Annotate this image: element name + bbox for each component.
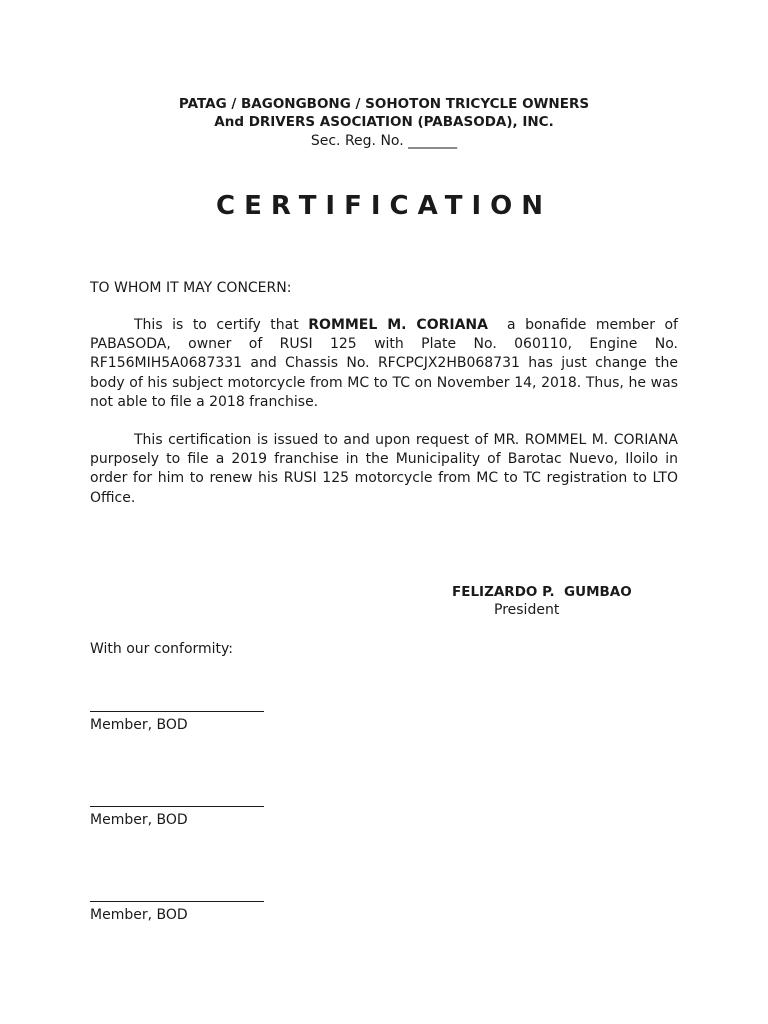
signatory-name: FELIZARDO P. GUMBAO [452, 584, 632, 600]
association-name-line-2: And DRIVERS ASOCIATION (PABASODA), INC. [214, 114, 554, 130]
certification-paragraph-2: This certification is issued to and upon request of MR. ROMMEL M. CORIANA purposely to file a 2019 franchise in the Municipality of Barotac Nuevo, Iloilo in order for him to renew his RUSI 125 motorcycle from MC to TC registration to LTO Office. [90, 432, 678, 506]
member-bod-label: Member, BOD [90, 717, 188, 733]
salutation: TO WHOM IT MAY CONCERN: [90, 280, 292, 296]
association-name-line-1: PATAG / BAGONGBONG / SOHOTON TRICYCLE OWNERS [178, 96, 590, 112]
paragraph-1-lead: This is to certify that [134, 317, 309, 333]
signature-line [90, 806, 264, 807]
conformity-label: With our conformity: [90, 641, 234, 657]
certification-paragraph-1 [90, 316, 683, 412]
member-name: ROMMEL M. CORIANA [308, 317, 488, 333]
document-title: CERTIFICATION [216, 191, 552, 221]
paragraph-1-body: a bonafide member of PABASODA, owner of RUSI 125 with Plate No. 060110, Engine No. RF156MIH5A0687331 and Chassis No. RFCPCJX2HB068731 has just change the body of his subject motorcycle from MC to TC on November 14, 2018. Thus, he was not able to file a 2018 franchise. [90, 317, 683, 410]
signatory-title: President [494, 602, 560, 618]
member-bod-label: Member, BOD [90, 907, 188, 923]
sec-reg-number: Sec. Reg. No. _______ [310, 133, 458, 149]
signature-line [90, 901, 264, 902]
member-bod-label: Member, BOD [90, 812, 188, 828]
signature-line [90, 711, 264, 712]
